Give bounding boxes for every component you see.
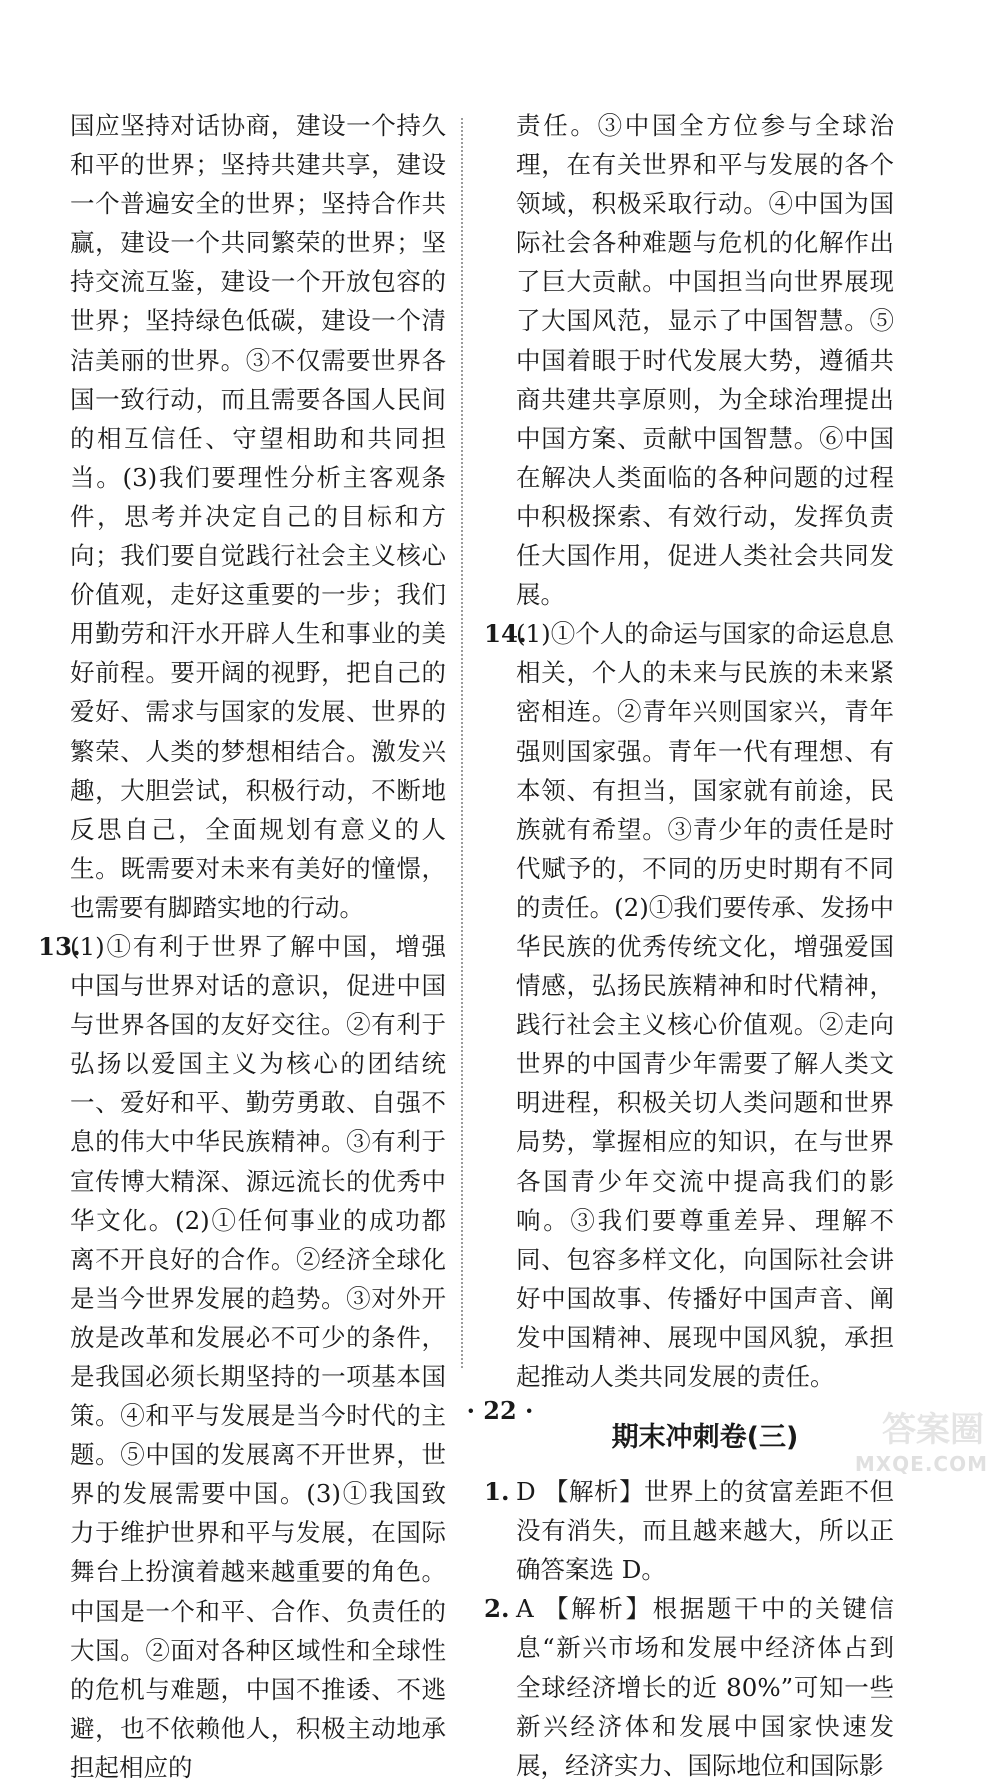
question-1-number: 1.: [484, 1477, 510, 1507]
section-title: 期末冲刺卷(三): [611, 1422, 799, 1454]
left-column: [38, 106, 446, 1787]
question-14-answer: (1)①个人的命运与国家的命运息息相关，个人的未来与民族的未来紧密相连。②青年兴则国家兴，青年强则国家强。青年一代有理想、有本领、有担当，国家就有前途，民族就有希望。③青少年的责任是时代赋予的，不同的历史时期有不同的责任。(2)①我们要传承、发扬中华民族的优秀传统文化，增强爱国情感，弘扬民族精神和时代精神，践行社会主义核心价值观。②走向世界的中国青少年需要了解人类文明进程，积极关切人类问题和世界局势，掌握相应的知识，在与世界各国青少年交流中提高我们的影响。③我们要尊重差异、理解不同、包容多样文化，向国际社会讲好中国故事、传播好中国声音、阐发中国精神、展现中国风貌，承担起推动人类共同发展的责任。: [516, 619, 894, 1391]
question-13-answer: (1)①有利于世界了解中国，增强中国与世界对话的意识，促进中国与世界各国的友好交往。②有利于弘扬以爱国主义为核心的团结统一、爱好和平、勤劳勇敢、自强不息的伟大中华民族精神。③有利于宣传博大精深、源远流长的优秀中华文化。(2)①任何事业的成功都离不开良好的合作。②经济全球化是当今世界发展的趋势。③对外开放是改革和发展必不可少的条件，是我国必须长期坚持的一项基本国策。④和平与发展是当今时代的主题。⑤中国的发展离不开世界，世界的发展需要中国。(3)①我国致力于维护世界和平与发展，在国际舞台上扮演着越来越重要的角色。中国是一个和平、合作、负责任的大国。②面对各种区域性和全球性的危机与难题，中国不推诿、不逃避，也不依赖他人，积极主动地承担起相应的: [70, 931, 446, 1782]
question-14-number: 14.: [484, 619, 527, 649]
question-14: [484, 614, 894, 1396]
watermark-logo: [838, 1402, 988, 1476]
left-continuation-text: 国应坚持对话协商，建设一个持久和平的世界；坚持共建共享，建设一个普遍安全的世界；坚持合作共赢，建设一个共同繁荣的世界；坚持交流互鉴，建设一个开放包容的世界；坚持绿色低碳，建设一个清洁美丽的世界。③不仅需要世界各国一致行动，而且需要各国人民间的相互信任、守望相助和共同担当。(3)我们要理性分析主客观条件，思考并决定自己的目标和方向；我们要自觉践行社会主义核心价值观，走好这重要的一步；我们用勤劳和汗水开辟人生和事业的美好前程。要开阔的视野，把自己的爱好、需求与国家的发展、世界的繁荣、人类的梦想相结合。激发兴趣，大胆尝试，积极行动，不断地反思自己，全面规划有意义的人生。既需要对未来有美好的憧憬，也需要有脚踏实地的行动。: [70, 111, 446, 922]
right-continuation-text: 责任。③中国全方位参与全球治理，在有关世界和平与发展的各个领域，积极采取行动。④中国为国际社会各种难题与危机的化解作出了巨大贡献。中国担当向世界展现了大国风范，显示了中国智慧。⑤中国着眼于时代发展大势，遵循共商共建共享原则，为全球治理提出中国方案、贡献中国智慧。⑥中国在解决人类面临的各种问题的过程中积极探索、有效行动，发挥负责任大国作用，促进人类社会共同发展。: [516, 111, 894, 610]
question-1: [484, 1472, 894, 1589]
question-13-number: 13.: [38, 931, 81, 961]
question-2-answer: A 【解析】根据题干中的关键信息“新兴市场和发展中经济体占到全球经济增长的近 80%”可知一些新兴经济体和发展中国家快速发展，经济实力、国际地位和国际影: [516, 1594, 894, 1780]
question-1-answer: D 【解析】世界上的贫富差距不但没有消失，而且越来越大，所以正确答案选 D。: [516, 1477, 894, 1585]
watermark-top-text: 答案圈: [882, 1410, 984, 1450]
page-number: · 22 ·: [466, 1396, 534, 1425]
question-2: [484, 1589, 894, 1784]
question-13: [38, 927, 446, 1787]
watermark-bottom-text: MXQE.COM: [854, 1452, 988, 1476]
column-divider: [461, 118, 463, 1368]
question-2-number: 2.: [484, 1594, 510, 1624]
